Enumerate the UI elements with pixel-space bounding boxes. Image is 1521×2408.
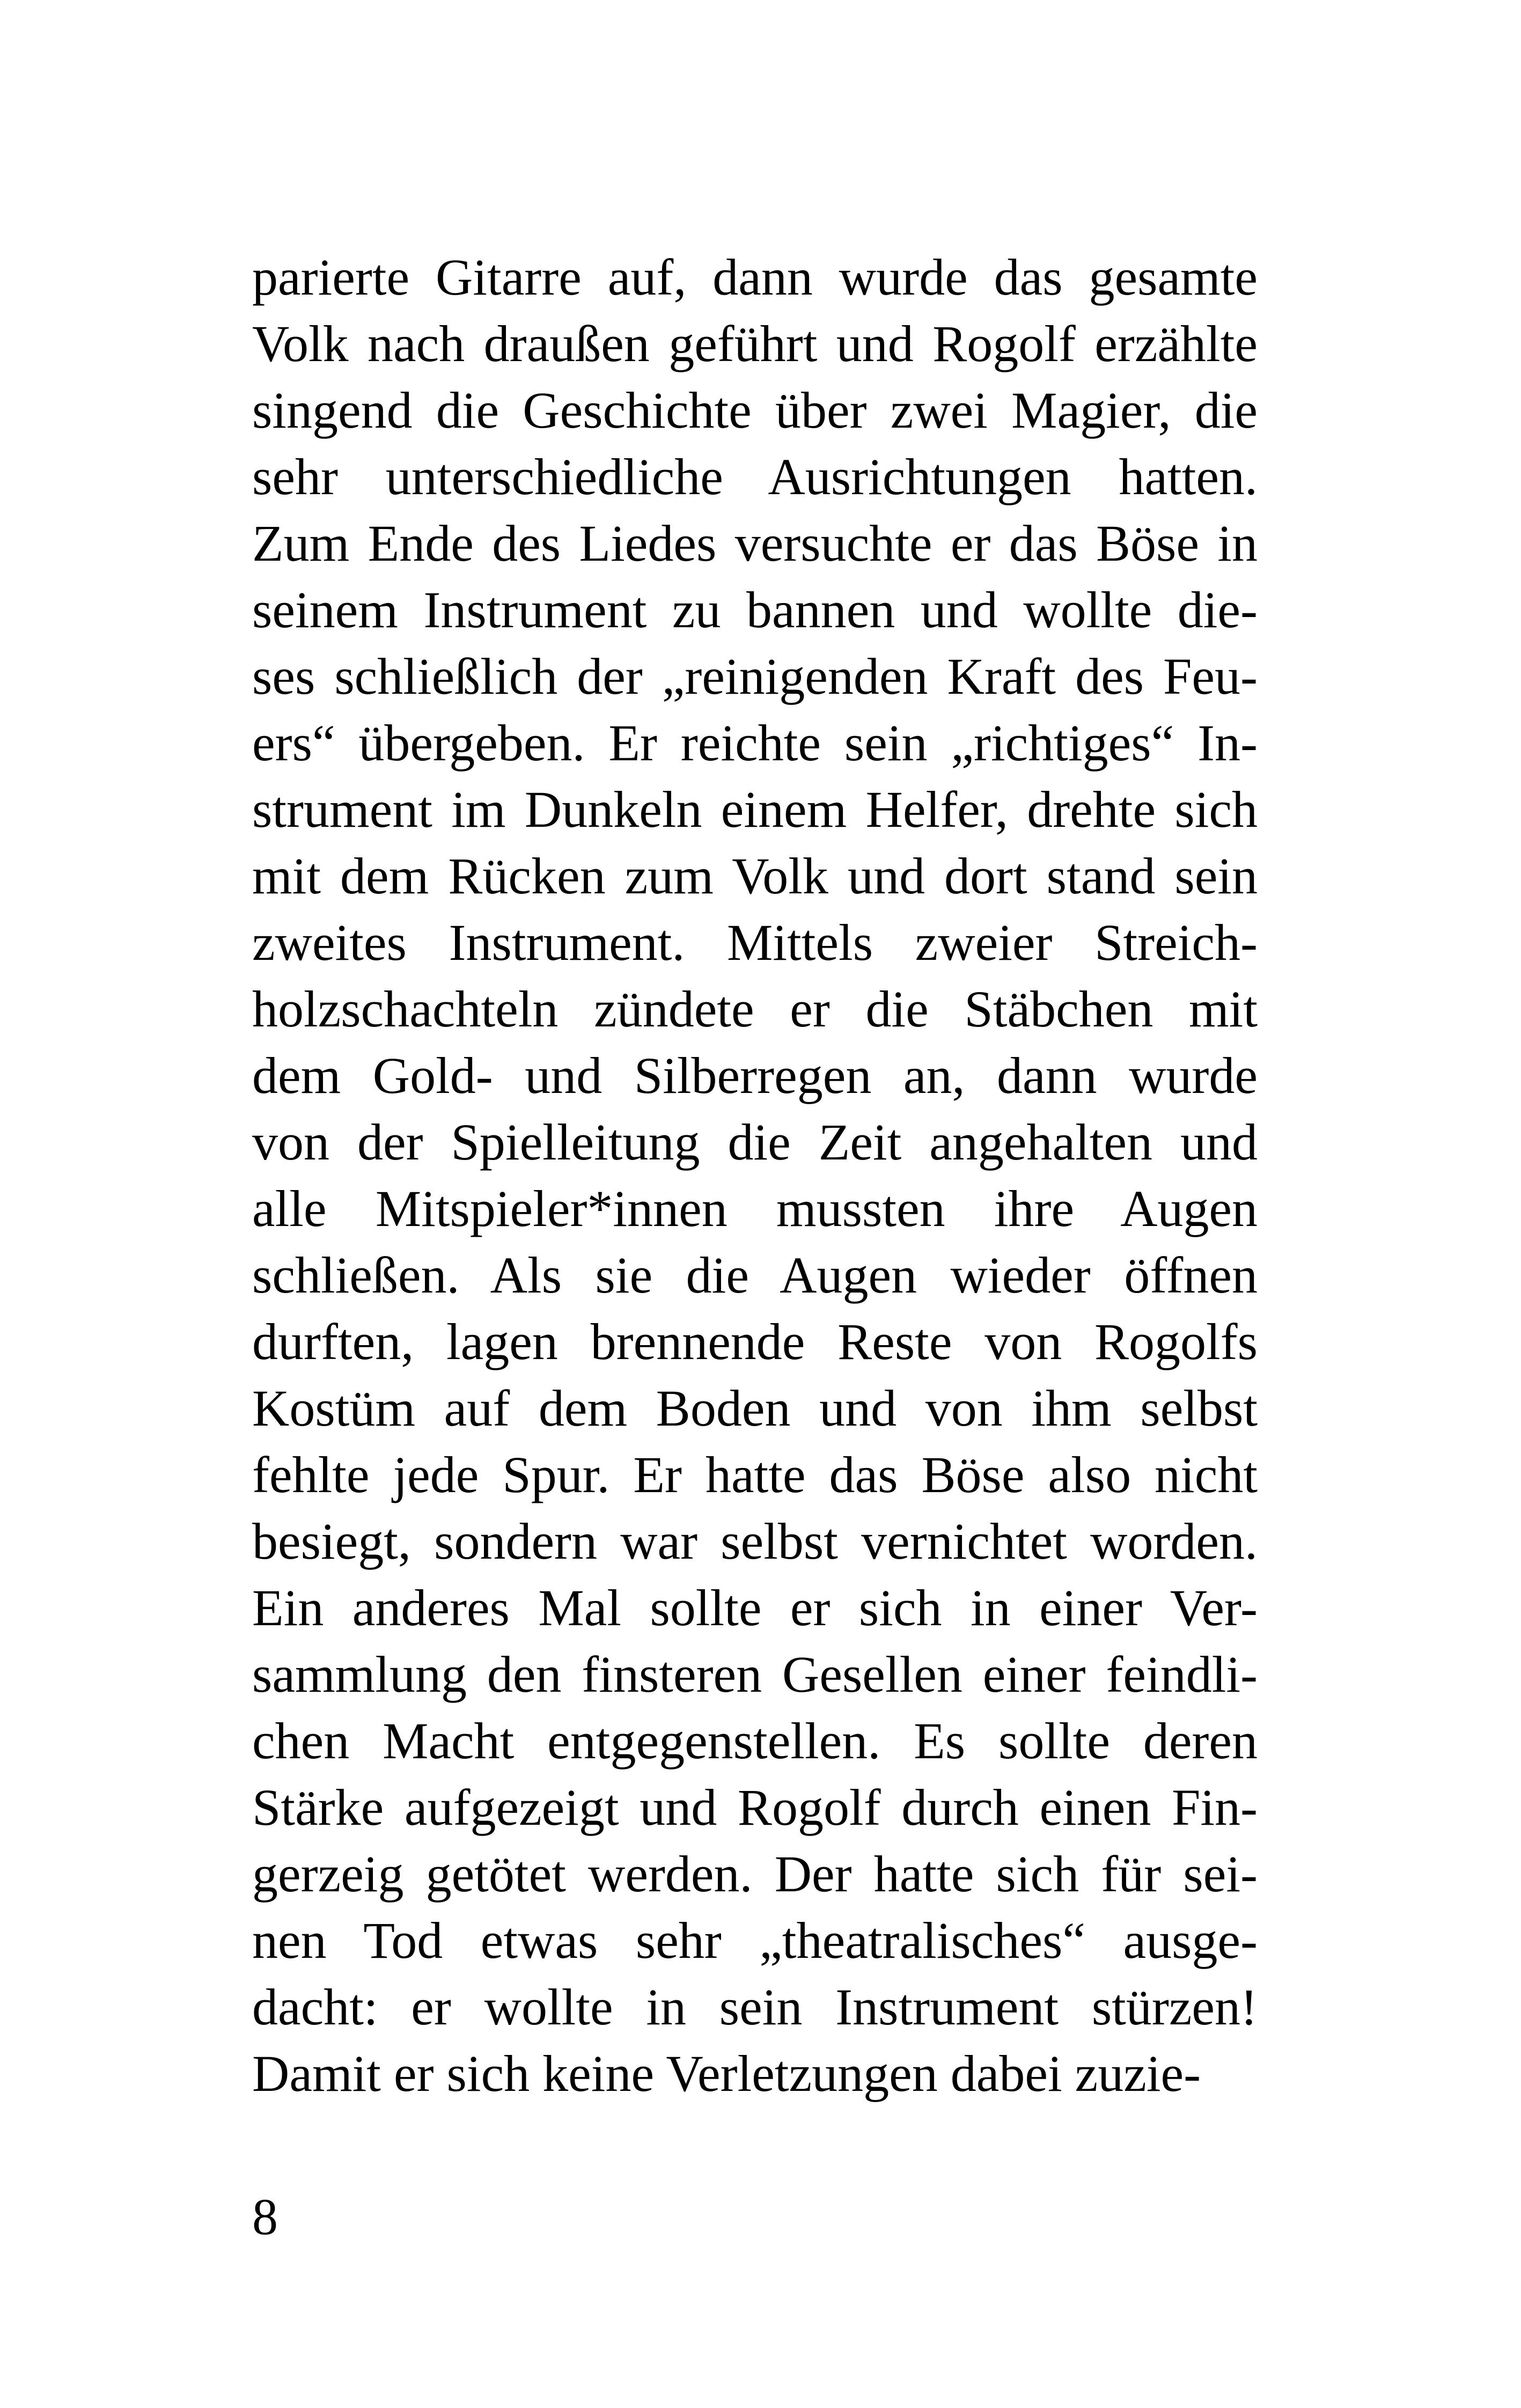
text-line: chen Macht entgegenstellen. Es sollte deren — [252, 1712, 1258, 1770]
text-line: besiegt, sondern war selbst vernichtet worden. — [252, 1513, 1258, 1570]
text-line: alle Mitspieler*innen mussten ihre Augen — [252, 1180, 1258, 1237]
text-line: zweites Instrument. Mittels zweier Streich- — [252, 914, 1258, 971]
text-line: sammlung den finsteren Gesellen einer feindli- — [252, 1646, 1258, 1703]
page-number: 8 — [252, 2188, 278, 2245]
text-line: durften, lagen brennende Reste von Rogolfs — [252, 1313, 1258, 1370]
text-line: mit dem Rücken zum Volk und dort stand sein — [252, 847, 1258, 905]
text-line: fehlte jede Spur. Er hatte das Böse also nicht — [252, 1446, 1258, 1503]
text-line: von der Spielleitung die Zeit angehalten und — [252, 1113, 1258, 1171]
text-line: sehr unterschiedliche Ausrichtungen hatten. — [252, 448, 1258, 505]
text-line: Zum Ende des Liedes versuchte er das Böse in — [252, 515, 1258, 572]
text-line: strument im Dunkeln einem Helfer, drehte sich — [252, 781, 1258, 838]
text-line: seinem Instrument zu bannen und wollte die- — [252, 581, 1258, 638]
body-text — [252, 244, 1258, 2107]
text-line: Stärke aufgezeigt und Rogolf durch einen Fin- — [252, 1779, 1258, 1836]
text-line: gerzeig getötet werden. Der hatte sich für sei- — [252, 1845, 1258, 1903]
text-line: Damit er sich keine Verletzungen dabei zuzie- — [252, 2045, 1201, 2102]
text-line: ers“ übergeben. Er reichte sein „richtiges“ In- — [252, 714, 1258, 772]
text-line: singend die Geschichte über zwei Magier, die — [252, 381, 1258, 439]
text-line: parierte Gitarre auf, dann wurde das gesamte — [252, 248, 1258, 306]
text-line: Kostüm auf dem Boden und von ihm selbst — [252, 1379, 1258, 1437]
text-line: dem Gold- und Silberregen an, dann wurde — [252, 1047, 1258, 1104]
text-line: holzschachteln zündete er die Stäbchen mit — [252, 980, 1258, 1038]
text-line: ses schließlich der „reinigenden Kraft des Feu- — [252, 648, 1258, 705]
text-line: Volk nach draußen geführt und Rogolf erzählte — [252, 315, 1258, 372]
text-line: nen Tod etwas sehr „theatralisches“ ausge- — [252, 1912, 1258, 1969]
text-line: dacht: er wollte in sein Instrument stürzen! — [252, 1978, 1258, 2036]
text-line: Ein anderes Mal sollte er sich in einer Ver- — [252, 1579, 1258, 1636]
text-line: schließen. Als sie die Augen wieder öffnen — [252, 1246, 1258, 1304]
